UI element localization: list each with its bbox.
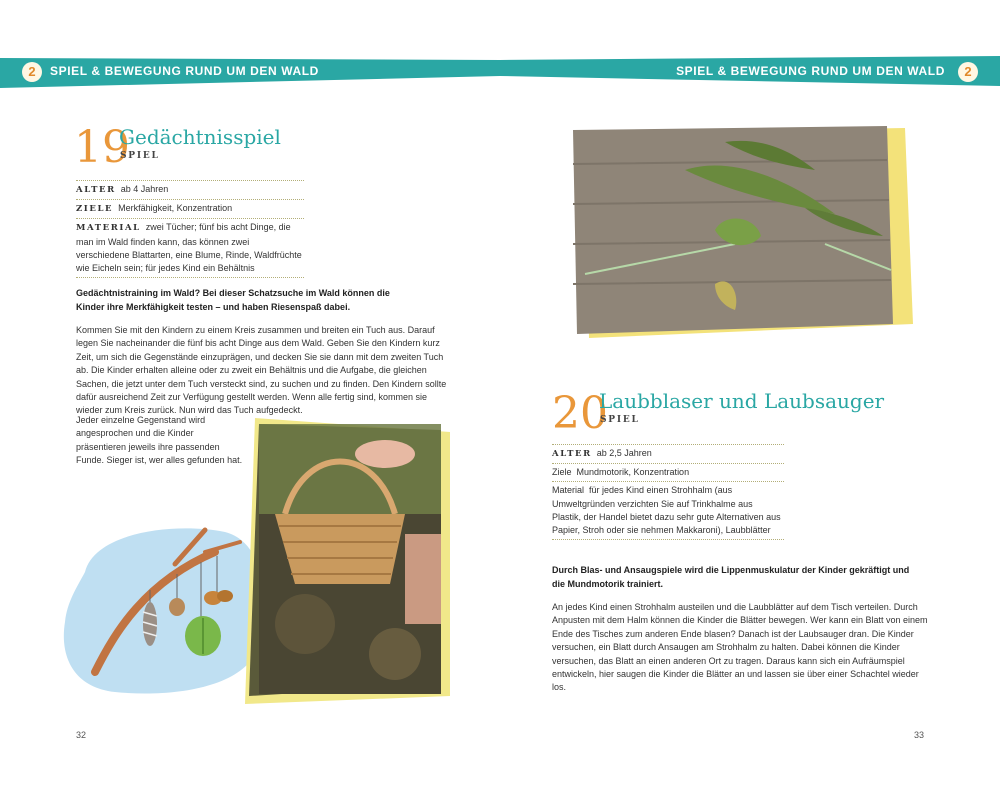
goals-value: Mundmotorik, Konzentration bbox=[576, 467, 690, 478]
material-value: zwei Tücher; fünf bis acht Dinge, die man im Wald finden kann, das können zwei verschiedene Blattarten, eine Blume, Rinde, Waldfrüchte wie Eicheln sein; für jedes Kind ein Behältnis bbox=[76, 222, 302, 274]
branch-mobile-illustration bbox=[55, 512, 271, 698]
info-row-goals bbox=[552, 464, 784, 482]
page-number-left: 32 bbox=[76, 730, 87, 740]
basket-photo bbox=[245, 414, 450, 704]
activity-title-20: Laubblaser und Laubsauger bbox=[599, 389, 885, 413]
material-label: MATERIAL bbox=[76, 223, 141, 234]
leaves-straws-photo bbox=[565, 124, 915, 344]
info-row-goals bbox=[76, 200, 304, 219]
goals-label: ZIELE bbox=[76, 204, 114, 215]
info-box-19 bbox=[76, 180, 304, 278]
material-value: für jedes Kind einen Strohhalm (aus Umweltgründen verzichten Sie auf Trinkhalme aus Plastik, der Handel bietet dazu sehr gute Alternativen aus Papier, Stroh oder sie nehmen Makkaroni), Laubblätter bbox=[552, 485, 781, 536]
body-paragraph-19: Kommen Sie mit den Kindern zu einem Kreis zusammen und breiten ein Tuch aus. Darauf legen Sie nacheinander die fünf bis acht Dinge aus dem Wald. Geben Sie den Kindern kurz Zeit, um sich die Gegenstände einzuprägen, und decken Sie sie dann mit dem zweiten Tuch ab. Die Kinder erhalten alleine oder zu zweit ein Behältnis und die Aufgabe, die gleichen Sachen, die jetzt unter dem Tuch versteckt sind, zu suchen und zu finden. Den Kindern sollte dafür ausreichend Zeit zur Verfügung gestellt werden. Wenn alle fertig sind, kommen sie wieder zum Kreis zurück. Nun wird das Tuch aufgedeckt. bbox=[76, 325, 447, 416]
age-label: ALTER bbox=[552, 449, 592, 459]
material-label: Material bbox=[552, 485, 585, 496]
body-paragraph-20: An jedes Kind einen Strohhalm austeilen und die Laubblätter auf dem Tisch verteilen. Durch Anpusten mit dem Halm können die Kinder die Blätter bewegen. Wer kann ein Blatt von einem Ende des Tisches zum anderen Ende blasen? Danach ist der Laubsauger dran. Die Kinder versuchen, ein Blatt durch Ansaugen am Strohhalm zu halten. Dabei können die Kinder versuchen, das Blatt an einen anderen Ort zu tragen. Daraus kann sich ein Aufräumspiel entwickeln, hier saugen die Kinder die Blätter an und lassen sie über einer Schachtel wieder los. bbox=[552, 602, 928, 693]
chapter-number-badge-right: 2 bbox=[958, 62, 978, 82]
goals-value: Merkfähigkeit, Konzentration bbox=[118, 203, 233, 214]
info-box-20 bbox=[552, 444, 784, 540]
body-paragraph-19-side: Jeder einzelne Gegenstand wird angesprochen und die Kinder präsentieren jeweils ihre passenden Funde. Sieger ist, wer alles gefunden hat. bbox=[76, 415, 243, 466]
activity-type-19: SPIEL bbox=[120, 151, 160, 161]
activity-title-19: Gedächtnisspiel bbox=[119, 125, 281, 149]
chapter-title-left: SPIEL & BEWEGUNG RUND UM DEN WALD bbox=[50, 64, 319, 78]
info-row-material bbox=[552, 482, 784, 540]
chapter-title-right: SPIEL & BEWEGUNG RUND UM DEN WALD bbox=[676, 64, 945, 78]
lead-paragraph-19: Gedächtnistraining im Wald? Bei dieser Schatzsuche im Wald können die Kinder ihre Merkfähigkeit testen – und haben Riesenspaß dabei. bbox=[76, 288, 390, 312]
activity-number-19: 19 bbox=[74, 122, 130, 173]
activity-number-20: 20 bbox=[552, 388, 608, 439]
info-row-age bbox=[76, 180, 304, 200]
goals-label: Ziele bbox=[552, 467, 572, 478]
lead-paragraph-20: Durch Blas- und Ansaugspiele wird die Lippenmuskulatur der Kinder gekräftigt und die Mundmotorik trainiert. bbox=[552, 565, 910, 589]
activity-type-20: SPIEL bbox=[600, 415, 640, 425]
info-row-age bbox=[552, 444, 784, 464]
age-value: ab 4 Jahren bbox=[120, 184, 169, 194]
age-label: ALTER bbox=[76, 185, 116, 195]
chapter-header-band bbox=[0, 56, 1000, 92]
chapter-number-badge-left: 2 bbox=[22, 62, 42, 82]
info-row-material bbox=[76, 219, 304, 278]
page-number-right: 33 bbox=[914, 730, 925, 740]
age-value: ab 2,5 Jahren bbox=[596, 448, 652, 458]
